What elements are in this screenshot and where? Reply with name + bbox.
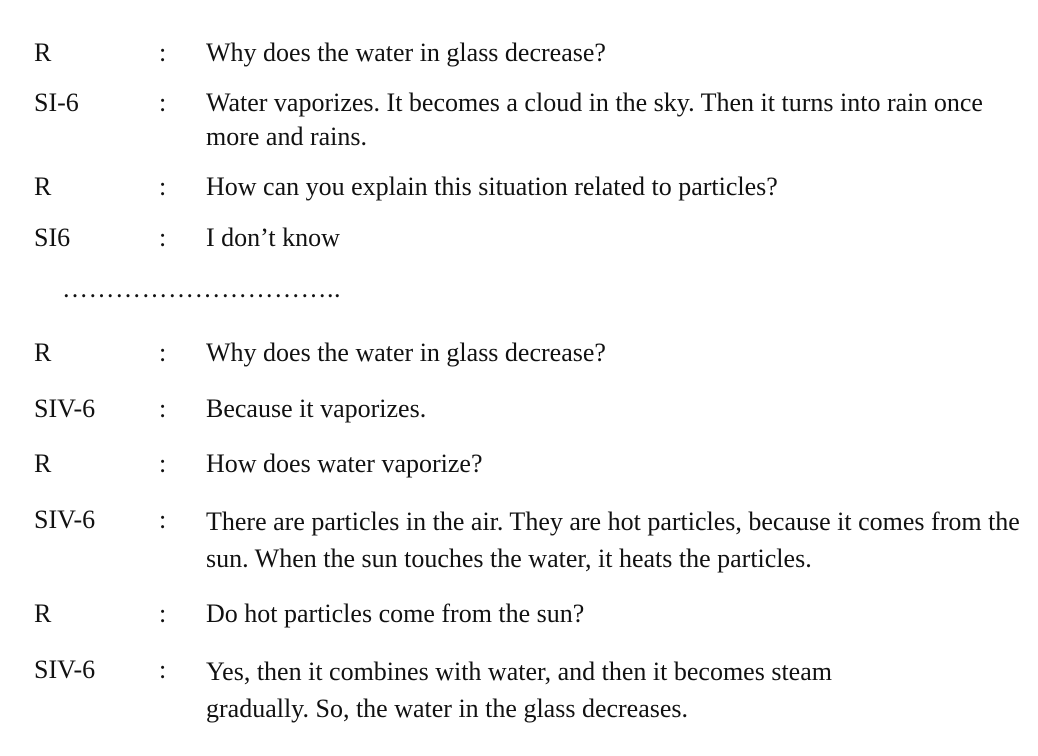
speaker-label: R xyxy=(34,172,52,201)
speaker-label: SIV-6 xyxy=(34,394,96,423)
speaker-separator: : xyxy=(159,655,167,684)
speaker-label: R xyxy=(34,38,52,67)
utterance-text: Water vaporizes. It becomes a cloud in the sky. Then it turns into rain once more and rains. xyxy=(206,88,983,151)
utterance-text: Do hot particles come from the sun? xyxy=(206,599,585,628)
utterance-text: Because it vaporizes. xyxy=(206,394,427,423)
omission-marker: ………………………….. xyxy=(62,274,341,303)
speaker-label: R xyxy=(34,599,52,628)
utterance-text: I don’t know xyxy=(206,223,340,252)
speaker-separator: : xyxy=(159,223,167,252)
speaker-label: R xyxy=(34,449,52,478)
speaker-separator: : xyxy=(159,172,167,201)
speaker-separator: : xyxy=(159,505,167,534)
utterance-text: How can you explain this situation related to particles? xyxy=(206,172,778,201)
speaker-separator: : xyxy=(159,338,167,367)
utterance-text: How does water vaporize? xyxy=(206,449,483,478)
speaker-label: SIV-6 xyxy=(34,655,96,684)
speaker-separator: : xyxy=(159,599,167,628)
speaker-separator: : xyxy=(159,38,167,67)
utterance-text: Yes, then it combines with water, and then it becomes steam gradually. So, the water in the glass decreases. xyxy=(206,657,832,723)
speaker-label: SIV-6 xyxy=(34,505,96,534)
speaker-label: SI6 xyxy=(34,223,71,252)
speaker-label: SI-6 xyxy=(34,88,79,117)
utterance-text: Why does the water in glass decrease? xyxy=(206,338,606,367)
speaker-separator: : xyxy=(159,449,167,478)
speaker-label: R xyxy=(34,338,52,367)
speaker-separator: : xyxy=(159,88,167,117)
speaker-separator: : xyxy=(159,394,167,423)
utterance-text: There are particles in the air. They are hot particles, because it comes from the sun. When the sun touches the water, it heats the particles. xyxy=(206,507,1020,573)
utterance-text: Why does the water in glass decrease? xyxy=(206,38,606,67)
